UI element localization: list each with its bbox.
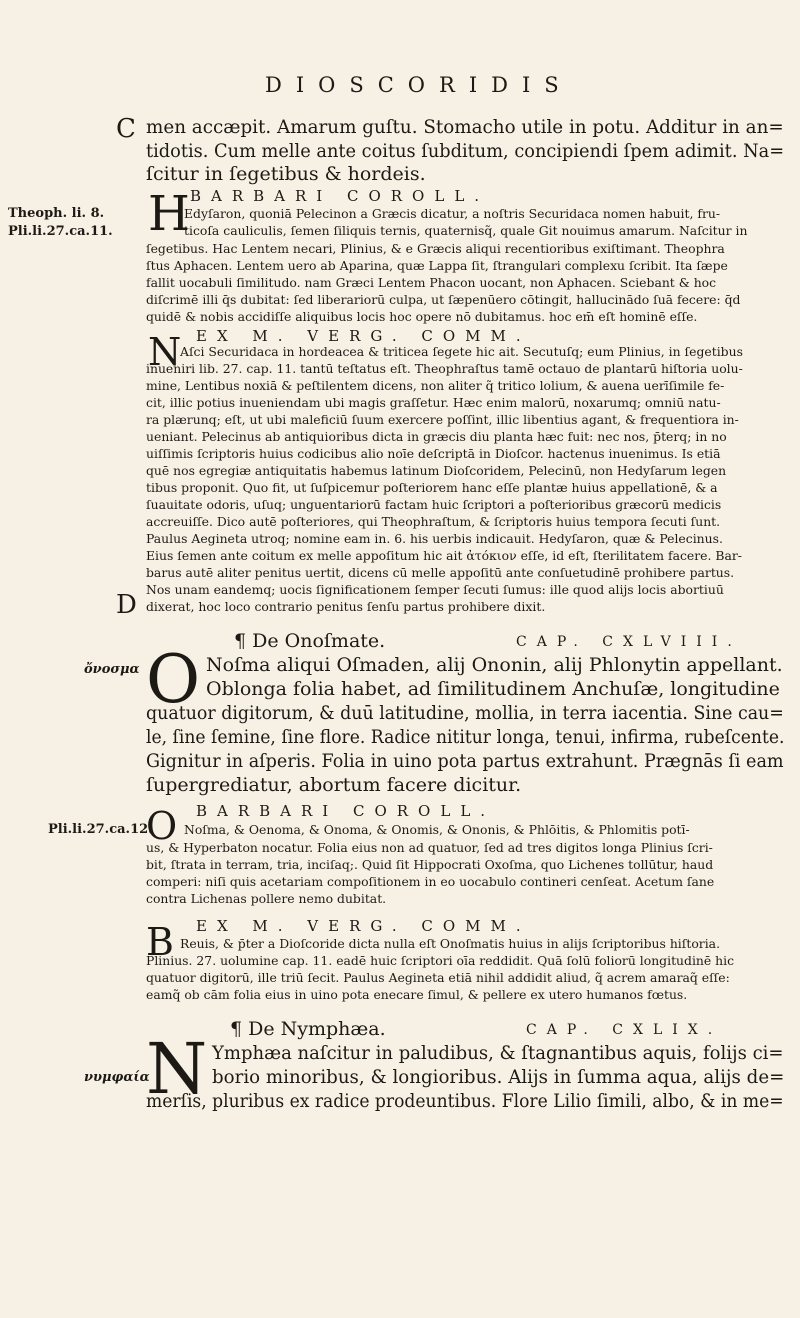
text-line: quatuor digitorum, & duū latitudine, mollia, in terra iacentia. Sine cau=	[146, 702, 784, 724]
text-line: mine, Lentibus noxiā & peſtilentem dicens, non aliter q̃ tritico lolium, & auena uerīſimile fe-	[146, 378, 725, 393]
text-line: contra Lichenas pollere nemo dubitat.	[146, 891, 387, 906]
text-line: ſupergrediatur, abortum facere dicitur.	[146, 774, 522, 796]
drop-cap: N	[148, 330, 182, 374]
text-line: Noſma, & Oenoma, & Onoma, & Onomis, & Ononis, & Phlōitis, & Phlomitis potī-	[184, 822, 690, 837]
section-heading: EX M. VERG. COMM.	[196, 327, 531, 345]
text-line: Ymphæa naſcitur in paludibus, & ſtagnantibus aquis, folijs ci=	[212, 1042, 784, 1064]
text-line: inueniri lib. 27. cap. 11. tantū teſtatus eſt. Theophraſtus tamē octauo de plantarū hiſtoria uolu-	[146, 361, 743, 376]
chapter-title: ¶ De Nymphæa.	[230, 1018, 386, 1040]
text-line: ſtus Aphacen. Lentem uero ab Aparina, quæ Lappa ſit, ſtrangulari complexu ſcribit. Ita ſæpe	[146, 258, 728, 273]
text-line: tidotis. Cum melle ante coitus ſubditum, concipiendi ſpem adimit. Na=	[146, 140, 785, 162]
drop-cap: O	[146, 804, 178, 848]
running-head: DIOSCORIDIS	[265, 73, 573, 97]
text-line: dixerat, hoc loco contrario penitus ſenſu partus prohibere dixit.	[146, 599, 546, 614]
drop-cap: B	[146, 920, 174, 964]
text-line: us, & Hyperbaton nocatur. Folia eius non ad quatuor, ſed ad tres digitos longa Plinius ſcri-	[146, 840, 713, 855]
margin-letter-d: D	[116, 590, 137, 620]
text-line: ticoſa cauliculis, ſemen ſiliquis ternis, quaternisq̃, quale Git nouimus amarum. Naſcitur in	[184, 223, 748, 238]
margin-note-nymphaea-greek: νυμφαία	[84, 1070, 150, 1085]
text-line: borio minoribus, & longioribus. Alijs in ſumma aqua, alijs de=	[212, 1066, 785, 1088]
text-line: quē nos egregiæ antiquitatis habemus latinum Dioſcoridem, Pelecinū, non Hedyſarum legen	[146, 463, 727, 478]
text-line: le, ſine ſemine, ſine flore. Radice nititur longa, tenui, infirma, rubeſcente.	[146, 726, 785, 748]
text-line: ſcitur in ſegetibus & hordeis.	[146, 163, 426, 185]
text-line: comperi: niſi quis acetariam compoſitionem in eo uocabulo contineri cenſeat. Acetum ſane	[146, 874, 715, 889]
text-line: Paulus Aegineta utroq; nomine eam in. 6. his uerbis indicauit. Hedyſaron, quæ & Pelecinus.	[146, 531, 723, 546]
chapter-number: CAP. CXLIX.	[526, 1022, 723, 1038]
margin-note-theophrastus: Theoph. li. 8.	[8, 206, 105, 221]
drop-cap: O	[146, 641, 201, 718]
margin-note-onosma-greek: ὄνοσμα	[84, 662, 140, 677]
text-line: Aſci Securidaca in hordeacea & triticea ſegete hic ait. Secutuſq; eum Plinius, in ſegetibus	[180, 344, 743, 359]
margin-note-plinius-1: Pli.li.27.ca.11.	[8, 224, 113, 239]
section-heading: BARBARI COROLL.	[190, 187, 490, 205]
text-line: bit, ſtrata in terram, tria, inciſaq;. Quid ſit Hippocrati Oxoſma, quo Lichenes tollūtur, haud	[146, 857, 714, 872]
text-line: quidē & nobis accidiſſe aliquibus locis hoc opere nō dubitamus. hoc em̄ eſt hominē eſſe.	[146, 309, 698, 324]
text-line: Eius ſemen ante coitum ex melle appoſitum hic ait ἀτόκιον eſſe, id eſt, ſterilitatem facere. Bar-	[146, 548, 742, 563]
text-line: Nos unam eandemq; uocis ſignificationem ſemper ſecuti ſumus: ille quod alijs locis abortiuū	[146, 582, 724, 597]
text-line: tibus proponit. Quo fit, ut ſuſpicemur poſteriorem hanc eſſe plantæ huius appellationē, & a	[146, 480, 718, 495]
text-line: ſuauitate odoris, uſuq; unguentariorū factam huic ſcriptori a poſterioribus græcorū medicis	[146, 497, 722, 512]
text-line: barus autē aliter penitus uertit, dicens cū melle appoſitū ante conſuetudinē prohibere partus.	[146, 565, 735, 580]
text-line: accreuiſſe. Dico autē poſteriores, qui Theophraſtum, & ſcriptoris huius tempora ſecuti ſunt.	[146, 514, 721, 529]
margin-note-plinius-2: Pli.li.27.ca.12.	[48, 822, 153, 837]
text-line: Oblonga folia habet, ad ſimilitudinem Anchuſæ, longitudine	[206, 678, 780, 700]
text-line: eamq̃ ob cām folia eius in uino pota enecare ſimul, & pellere ex utero humanos fœtus.	[146, 987, 688, 1002]
text-line: cit, illic potius inueniendam ubi magis graſſetur. Hæc enim malorū, noxarumq; omniū natu-	[146, 395, 721, 410]
text-line: Gignitur in aſperis. Folia in uino pota partus extrahunt. Prægnās ſi eam	[146, 750, 784, 772]
margin-letter-c: C	[116, 114, 136, 144]
text-line: merſis, pluribus ex radice prodeuntibus. Flore Lilio ſimili, albo, & in me=	[146, 1090, 784, 1112]
section-heading: EX M. VERG. COMM.	[196, 917, 531, 935]
drop-cap: H	[148, 186, 190, 242]
text-line: Plinius. 27. uolumine cap. 11. eadē huic ſcriptori oīa reddidit. Quā ſolū foliorū longitudinē hic	[146, 953, 735, 968]
text-line: ueniant. Pelecinus ab antiquioribus dicta in græcis diu planta hæc fuit: nec nos, p̄terq; in no	[146, 429, 727, 444]
text-line: Edyſaron, quoniā Pelecinon a Græcis dicatur, a noſtris Securidaca nomen habuit, fru-	[184, 206, 721, 221]
text-line: fallit uocabuli ſimilitudo. nam Græci Lentem Phacon uocant, non Aphacen. Sciebant & hoc	[146, 275, 717, 290]
text-line: Reuis, & p̄ter a Dioſcoride dicta nulla eſt Onoſmatis huius in alijs ſcriptoribus hiſtoria.	[180, 936, 721, 951]
text-line: men accæpit. Amarum guſtu. Stomacho utile in potu. Additur in an=	[146, 116, 784, 138]
section-heading: BARBARI COROLL.	[196, 802, 496, 820]
text-line: uiſſimis ſcriptoris huius codicibus alio noīe deſcriptā in Dioſcor. hactenus inuenimus. Is etiā	[146, 446, 721, 461]
chapter-title: ¶ De Onoſmate.	[234, 630, 386, 652]
text-line: Noſma aliqui Oſmaden, alij Ononin, alij Phlonytin appellant.	[206, 654, 783, 676]
text-line: quatuor digitorū, ille triū ſecit. Paulus Aegineta etiā nihil addidit aliud, q̃ acrem amaraq̃ eſſe:	[146, 970, 730, 985]
drop-cap: N	[146, 1028, 208, 1110]
chapter-number: CAP. CXLVIII.	[516, 634, 742, 650]
text-line: ra plærunq; eſt, ut ubi maleficiū ſuum exercere poſſint, illic libentius agant, & frequentiora in-	[146, 412, 739, 427]
text-line: diſcrimē illi q̄s dubitat: ſed liberariorū culpa, ut ſæpenūero cōtingit, hallucinādo ſuā fecere: q̄d	[146, 292, 741, 307]
text-line: ſegetibus. Hac Lentem necari, Plinius, & e Græcis aliqui recentioribus exiſtimant. Theophra	[146, 241, 725, 256]
